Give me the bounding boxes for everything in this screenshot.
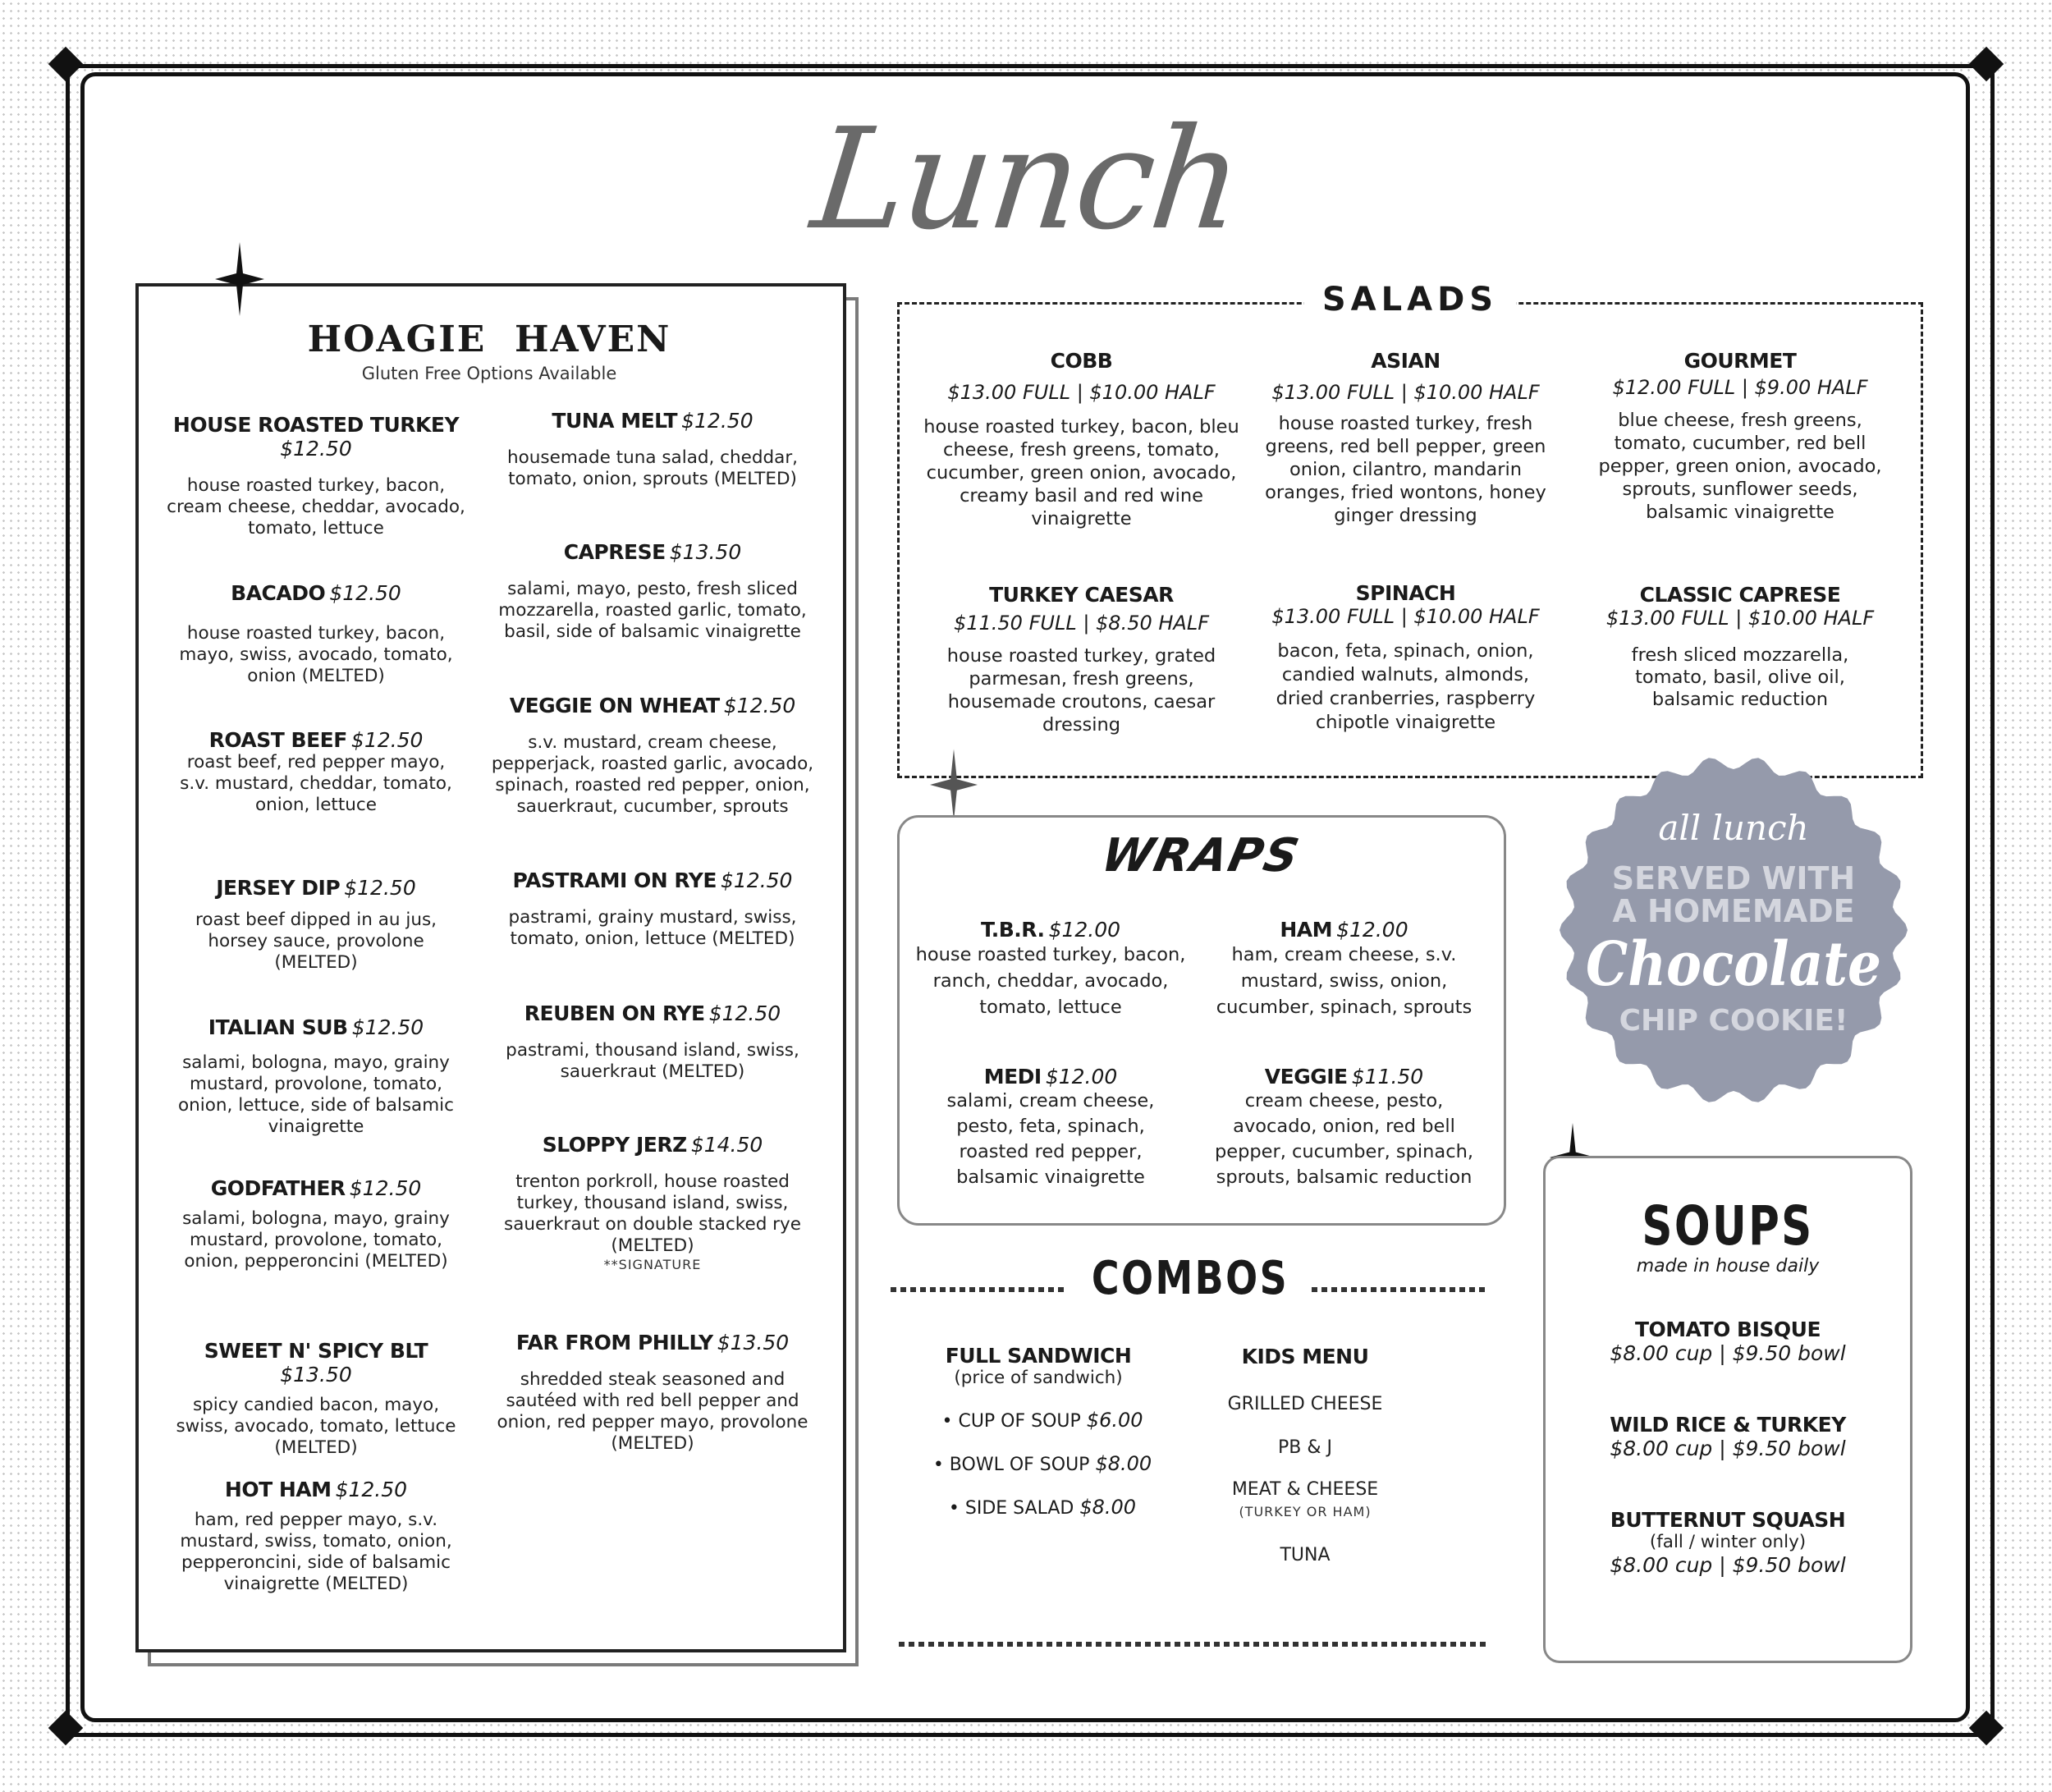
- menu-item: SWEET N' SPICY BLT $13.50 spicy candied bacon, mayo, swiss, avocado, tomato, lettuce (MELTED): [176, 1339, 456, 1458]
- menu-item: ROAST BEEF $12.50 roast beef, red pepper mayo, s.v. mustard, cheddar, tomato, onion, lettuce: [180, 728, 452, 815]
- hoagie-subtitle: Gluten Free Options Available: [361, 364, 617, 383]
- menu-item: PASTRAMI ON RYE $12.50 pastrami, grainy mustard, swiss, tomato, onion, lettuce (MELTED): [508, 869, 797, 949]
- soup-item: BUTTERNUT SQUASH (fall / winter only) $8.00 cup | $9.50 bowl: [1610, 1508, 1846, 1577]
- menu-item: TUNA MELT $12.50 housemade tuna salad, cheddar, tomato, onion, sprouts (MELTED): [506, 409, 798, 489]
- salad-item: ASIAN $13.00 FULL | $10.00 HALF house roasted turkey, fresh greens, red bell pepper, green onion, cilantro, mandarin oranges, fried wontons, honey ginger dressing: [1265, 349, 1546, 526]
- menu-item: HOUSE ROASTED TURKEY $12.50 house roasted turkey, bacon, cream cheese, cheddar, avocado, tomato, lettuce: [167, 413, 465, 539]
- menu-item: ITALIAN SUB $12.50 salami, bologna, mayo, grainy mustard, provolone, tomato, onion, lettuce, side of balsamic vinaigrette: [178, 1015, 454, 1137]
- menu-item: VEGGIE ON WHEAT $12.50 s.v. mustard, cream cheese, pepperjack, roasted garlic, avocado, spinach, roasted red pepper, onion, sauerkraut, cucumber, sprouts: [491, 694, 814, 817]
- wrap-item: T.B.R. $12.00 house roasted turkey, bacon, ranch, cheddar, avocado, tomato, lettuce: [915, 918, 1186, 1018]
- signature-note: **SIGNATURE: [603, 1257, 702, 1272]
- hoagie-title: HOAGIE HAVEN: [307, 319, 671, 360]
- salad-item: TURKEY CAESAR $11.50 FULL | $8.50 HALF house roasted turkey, grated parmesan, fresh greens, housemade croutons, caesar dressing: [946, 583, 1216, 736]
- wrap-item: VEGGIE $11.50 cream cheese, pesto, avocado, onion, red bell pepper, cucumber, spinach, sprouts, balsamic reduction: [1214, 1065, 1474, 1188]
- sparkle-star-icon: [930, 749, 978, 821]
- menu-item: HOT HAM $12.50 ham, red pepper mayo, s.v. mustard, swiss, tomato, onion, pepperoncini, side of balsamic vinaigrette (MELTED): [180, 1478, 452, 1594]
- wrap-item: HAM $12.00 ham, cream cheese, s.v. mustard, swiss, onion, cucumber, spinach, sprouts: [1216, 918, 1473, 1018]
- cookie-line1: all lunch: [1658, 808, 1809, 848]
- page-title: Lunch: [805, 99, 1247, 261]
- menu-item: SLOPPY JERZ $14.50 trenton porkroll, house roasted turkey, thousand island, swiss, sauerkraut on double stacked rye (MELTED) **SIGNATURE: [492, 1133, 813, 1272]
- kids-item: GRILLED CHEESE: [1227, 1394, 1383, 1414]
- salad-item: COBB $13.00 FULL | $10.00 HALF house roasted turkey, bacon, bleu cheese, fresh greens, tomato, cucumber, green onion, avocado, creamy basil and red wine vinaigrette: [923, 349, 1239, 529]
- sparkle-star-icon: [215, 242, 264, 316]
- divider: [1312, 1287, 1488, 1292]
- menu-item: FAR FROM PHILLY $13.50 shredded steak seasoned and sautéed with red bell pepper and onion, red pepper mayo, provolone (MELTED): [497, 1331, 808, 1454]
- cookie-line2: SERVED WITH: [1611, 860, 1856, 896]
- cookie-line3: A HOMEMADE: [1612, 893, 1855, 929]
- cookie-line4: Chocolate: [1586, 929, 1881, 1000]
- combos-title: COMBOS: [1091, 1252, 1289, 1305]
- salad-item: CLASSIC CAPRESE $13.00 FULL | $10.00 HALF fresh sliced mozzarella, tomato, basil, olive oil, balsamic reduction: [1605, 583, 1875, 710]
- kids-menu: KIDS MENU: [1241, 1345, 1369, 1368]
- cookie-line5: CHIP COOKIE!: [1619, 1004, 1848, 1038]
- divider: [899, 1642, 1488, 1647]
- wrap-item: MEDI $12.00 salami, cream cheese, pesto, feta, spinach, roasted red pepper, balsamic vinaigrette: [946, 1065, 1155, 1188]
- cookie-badge: [1546, 743, 1921, 1117]
- kids-item: TUNA: [1280, 1545, 1331, 1565]
- kids-item: PB & J: [1278, 1437, 1332, 1458]
- soups-title: SOUPS: [1642, 1194, 1814, 1258]
- divider: [891, 1287, 1067, 1292]
- soup-item: TOMATO BISQUE $8.00 cup | $9.50 bowl: [1610, 1318, 1846, 1365]
- salad-item: SPINACH $13.00 FULL | $10.00 HALF bacon, feta, spinach, onion, candied walnuts, almonds, dried cranberries, raspberry chipotle vinaigrette: [1271, 581, 1540, 733]
- salads-title: SALADS: [1304, 281, 1516, 319]
- full-sandwich-combo: FULL SANDWICH (price of sandwich): [945, 1344, 1132, 1388]
- combo-option: • CUP OF SOUP $6.00: [941, 1409, 1143, 1432]
- salads-header: [897, 281, 1923, 319]
- soups-subtitle: made in house daily: [1636, 1256, 1820, 1276]
- kids-item-note: (TURKEY OR HAM): [1239, 1504, 1372, 1519]
- combo-option: • BOWL OF SOUP $8.00: [932, 1452, 1152, 1475]
- wraps-title: WRAPS: [1097, 829, 1305, 882]
- menu-item: BACADO $12.50 house roasted turkey, bacon, mayo, swiss, avocado, tomato, onion (MELTED): [179, 581, 453, 686]
- soup-item: WILD RICE & TURKEY $8.00 cup | $9.50 bowl: [1610, 1413, 1846, 1460]
- menu-item: CAPRESE $13.50 salami, mayo, pesto, fresh sliced mozzarella, roasted garlic, tomato, basil, side of balsamic vinaigrette: [498, 540, 807, 642]
- combo-option: • SIDE SALAD $8.00: [948, 1496, 1137, 1519]
- kids-item: MEAT & CHEESE: [1231, 1479, 1379, 1500]
- salad-item: GOURMET $12.00 FULL | $9.00 HALF blue cheese, fresh greens, tomato, cucumber, red bell pepper, green onion, avocado, sprouts, sunflower seeds, balsamic vinaigrette: [1598, 349, 1882, 523]
- menu-item: JERSEY DIP $12.50 roast beef dipped in au jus, horsey sauce, provolone (MELTED): [195, 876, 437, 973]
- menu-item: REUBEN ON RYE $12.50 pastrami, thousand island, swiss, sauerkraut (MELTED): [506, 1001, 799, 1082]
- menu-item: GODFATHER $12.50 salami, bologna, mayo, grainy mustard, provolone, tomato, onion, pepperoncini (MELTED): [182, 1176, 450, 1272]
